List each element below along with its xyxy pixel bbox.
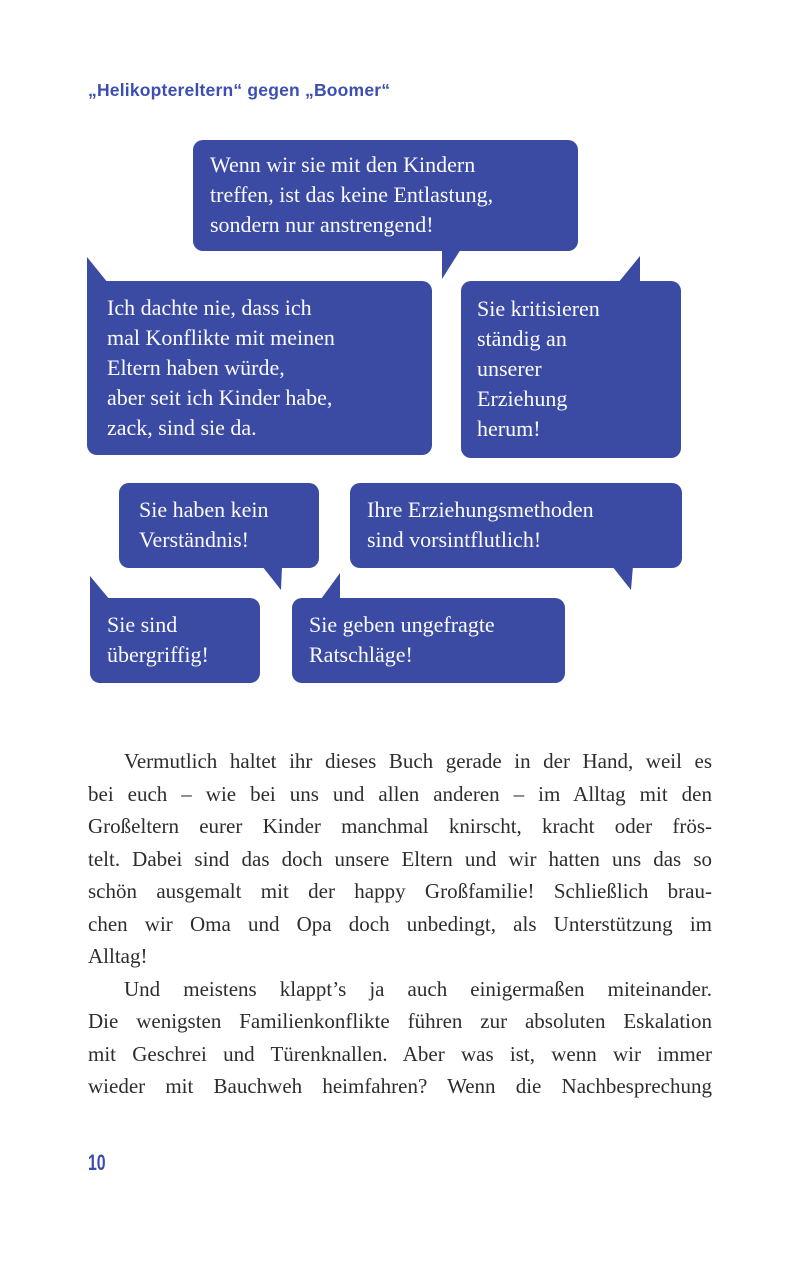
body-text-line: bei euch – wie bei uns und allen anderen – im Alltag mit den bbox=[88, 781, 712, 806]
paragraph bbox=[88, 973, 712, 1103]
speech-tail-up-icon bbox=[90, 576, 110, 600]
body-text-line: Die wenigsten Familienkonflikte führen zur absoluten Eskalation bbox=[88, 1009, 712, 1033]
speech-bubble-uebergriffig: Sie sind übergriffig! bbox=[90, 598, 260, 683]
speech-tail-down-icon bbox=[442, 249, 461, 279]
speech-bubble-ratschlaege: Sie geben ungefragte Ratschläge! bbox=[292, 598, 565, 683]
body-text-line: mit Geschrei und Türenknallen. Aber was ist, wenn wir immer bbox=[88, 1041, 712, 1066]
speech-bubble-entlastung: Wenn wir sie mit den Kindern treffen, ist das keine Entlastung, sondern nur anstrengend! bbox=[193, 140, 578, 251]
body-text-line: Vermutlich haltet ihr dieses Buch gerade in der Hand, weil es bbox=[124, 749, 712, 773]
body-text-line: schön ausgemalt mit der happy Großfamilie! Schließlich brau- bbox=[88, 879, 712, 903]
body-text-line: Alltag! bbox=[88, 944, 148, 968]
speech-bubble-erziehungsmethoden: Ihre Erziehungsmethoden sind vorsintflutlich! bbox=[350, 483, 682, 568]
speech-bubble-kritisieren: Sie kritisieren ständig an unserer Erziehung herum! bbox=[461, 281, 681, 458]
body-text bbox=[88, 745, 712, 1103]
page-number: 10 bbox=[88, 1150, 106, 1175]
speech-tail-down-icon bbox=[612, 566, 633, 590]
body-text-line: wieder mit Bauchweh heimfahren? Wenn die Nachbesprechung bbox=[88, 1074, 712, 1098]
running-head: „Helikoptereltern“ gegen „Boomer“ bbox=[88, 80, 391, 100]
body-text-line: chen wir Oma und Opa doch unbedingt, als Unterstützung im bbox=[88, 911, 712, 936]
body-text-line: Und meistens klappt’s ja auch einigermaßen miteinander. bbox=[124, 976, 712, 1001]
speech-tail-up-icon bbox=[87, 257, 108, 283]
speech-bubble-verstaendnis: Sie haben kein Verständnis! bbox=[119, 483, 319, 568]
paragraph bbox=[88, 745, 712, 973]
body-text-line: Großeltern eurer Kinder manchmal knirscht, kracht oder frös- bbox=[88, 814, 712, 838]
speech-tail-up-icon bbox=[618, 256, 640, 283]
body-text-line: telt. Dabei sind das doch unsere Eltern und wir hatten uns das so bbox=[88, 846, 712, 871]
speech-tail-up-icon bbox=[321, 573, 340, 599]
speech-bubble-konflikte: Ich dachte nie, dass ich mal Konflikte mit meinen Eltern haben würde, aber seit ich Kinder habe, zack, sind sie da. bbox=[87, 281, 432, 455]
speech-tail-down-icon bbox=[262, 566, 282, 590]
